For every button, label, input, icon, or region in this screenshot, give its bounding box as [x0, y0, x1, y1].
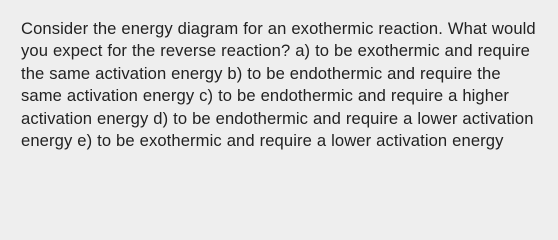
question-text: Consider the energy diagram for an exothermic reaction. What would you expect for the reverse reaction? a) to be exothermic and require the same activation energy b) to be endothermic and require the same activation energy c) to be endothermic and require a higher activation energy d) to be endothermic and require a lower activation energy e) to be exothermic and require a lower activation energy — [21, 19, 536, 151]
